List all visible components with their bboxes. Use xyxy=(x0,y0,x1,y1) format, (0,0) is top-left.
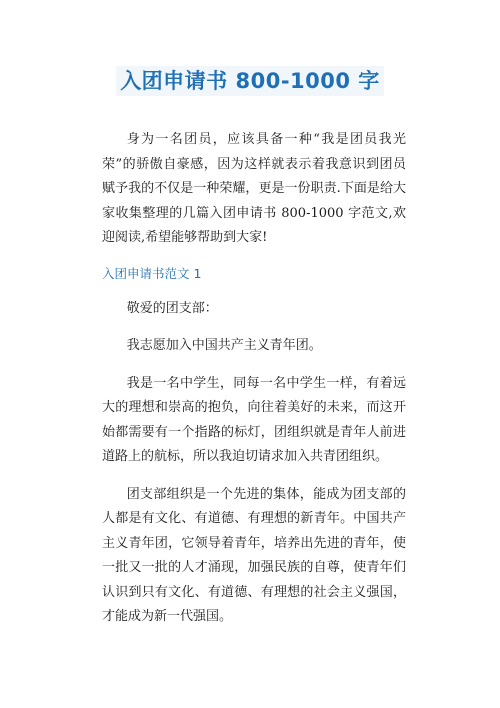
pledge-paragraph: 我志愿加入中国共产主义青年团。 xyxy=(126,338,322,353)
salutation-paragraph: 敬爱的团支部： xyxy=(126,300,218,316)
body-paragraph: 团支部组织是一个先进的集体，能成为团支部的人都是有文化、有道德、有理想的新青年。中国共产主义青年团，它领导着青年，培养出先进的青年，使一批又一批的人才涌现，加强民族的自尊，使青年们认识到只有文化、有道德、有理想的社会主义强国，才能成为新一代强国。 xyxy=(102,486,406,624)
document-body xyxy=(102,128,406,630)
intro-paragraph: 身为一名团员，应该具备一种“我是团员我光荣”的骄傲自豪感，因为这样就表示着我意识到团员赋予我的不仅是一种荣耀，更是一份职责.下面是给大家收集整理的几篇入团申请书 800-1000 字范文,欢迎阅读,希望能够帮助到大家! xyxy=(102,132,406,245)
document-title: 入团申请书 800-1000 字 xyxy=(116,66,384,96)
body-paragraph: 我是一名中学生，同每一名中学生一样，有着远大的理想和崇高的抱负，向往着美好的未来，而这开始都需要有一个指路的标灯，团组织就是青年人前进道路上的航标，所以我迫切请求加入共青团组织。 xyxy=(102,375,406,464)
title-wrap xyxy=(0,66,500,96)
section-heading: 入团申请书范文 1 xyxy=(102,265,202,281)
